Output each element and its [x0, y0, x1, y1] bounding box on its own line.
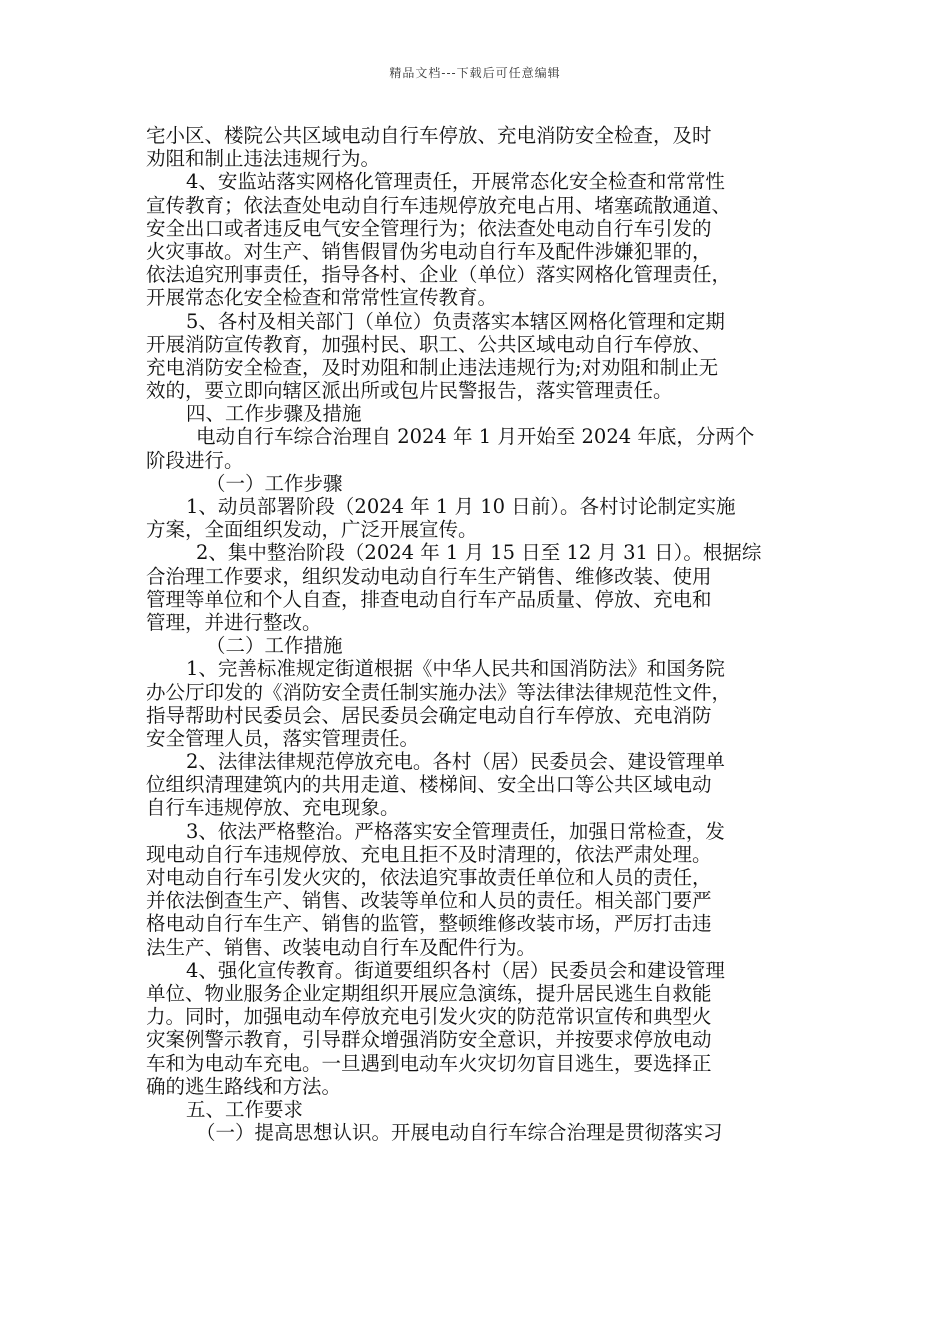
text-line: 格电动自行车生产、销售的监管，整顿维修改装市场，严厉打击违 [146, 912, 712, 936]
text-line: 火灾事故。对生产、销售假冒伪劣电动自行车及配件涉嫌犯罪的， [146, 239, 712, 263]
text-line: 位组织清理建筑内的共用走道、楼梯间、安全出口等公共区域电动 [146, 773, 712, 797]
text-line: 五、工作要求 [186, 1097, 304, 1121]
text-line: 并依法倒查生产、销售、改装等单位和人员的责任。相关部门要严 [146, 889, 712, 913]
text-line: 管理，并进行整改。 [146, 610, 322, 634]
text-line: 劝阻和制止违法违规行为。 [146, 147, 381, 171]
text-line: 4、强化宣传教育。街道要组织各村（居）民委员会和建设管理 [186, 958, 725, 982]
text-line: 指导帮助村民委员会、居民委员会确定电动自行车停放、充电消防 [146, 703, 712, 727]
text-line: 确的逃生路线和方法。 [146, 1074, 342, 1098]
page-header: 精品文档---下载后可任意编辑 [389, 66, 561, 80]
text-line: （二）工作措施 [206, 634, 343, 658]
text-line: 合治理工作要求，组织发动电动自行车生产销售、维修改装、使用 [146, 564, 712, 588]
text-line: 安全出口或者违反电气安全管理行为；依法查处电动自行车引发的 [146, 216, 712, 240]
text-line: 5、各村及相关部门（单位）负责落实本辖区网格化管理和定期 [186, 309, 725, 333]
text-line: 2、集中整治阶段（2024 年 1 月 15 日至 12 月 31 日）。根据综 [196, 541, 762, 565]
text-line: 灾案例警示教育，引导群众增强消防安全意识，并按要求停放电动 [146, 1028, 712, 1052]
text-line: 办公厅印发的《消防安全责任制实施办法》等法律法律规范性文件， [146, 680, 732, 704]
text-line: 充电消防安全检查，及时劝阻和制止违法违规行为;对劝阻和制止无 [146, 355, 719, 379]
text-line: 依法追究刑事责任，指导各村、企业（单位）落实网格化管理责任， [146, 263, 732, 287]
text-line: 自行车违规停放、充电现象。 [146, 796, 400, 820]
document-body [146, 124, 808, 1144]
text-line: 开展常态化安全检查和常常性宣传教育。 [146, 286, 498, 310]
text-line: 方案，全面组织发动，广泛开展宣传。 [146, 518, 478, 542]
text-line: 阶段进行。 [146, 448, 244, 472]
text-line: 对电动自行车引发火灾的，依法追究事故责任单位和人员的责任， [146, 866, 712, 889]
text-line: 2、法律法律规范停放充电。各村（居）民委员会、建设管理单 [186, 750, 725, 774]
text-line: 管理等单位和个人自查，排查电动自行车产品质量、停放、充电和 [146, 587, 712, 611]
text-line: 1、动员部署阶段（2024 年 1 月 10 日前）。各村讨论制定实施 [186, 495, 736, 518]
text-line: 1、完善标准规定街道根据《中华人民共和国消防法》和国务院 [186, 657, 725, 681]
text-line: 现电动自行车违规停放、充电且拒不及时清理的，依法严肃处理。 [146, 842, 712, 866]
text-line: 效的，要立即向辖区派出所或包片民警报告，落实管理责任。 [146, 379, 673, 403]
text-line: 四、工作步骤及措施 [186, 402, 362, 426]
text-line: 力。同时，加强电动车停放充电引发火灾的防范常识宣传和典型火 [146, 1005, 712, 1029]
text-line: 安全管理人员，落实管理责任。 [146, 726, 420, 750]
text-line: （一）工作步骤 [206, 471, 343, 495]
text-line: 宣传教育；依法查处电动自行车违规停放充电占用、堵塞疏散通道、 [146, 193, 732, 217]
text-line: 4、安监站落实网格化管理责任，开展常态化安全检查和常常性 [186, 170, 725, 194]
text-line: 宅小区、楼院公共区域电动自行车停放、充电消防安全检查，及时 [146, 124, 712, 147]
text-line: 单位、物业服务企业定期组织开展应急演练，提升居民逃生自救能 [146, 981, 712, 1005]
text-line: 车和为电动车充电。一旦遇到电动车火灾切勿盲目逃生，要选择正 [146, 1051, 712, 1075]
text-line: 3、依法严格整治。严格落实安全管理责任，加强日常检查，发 [186, 819, 725, 843]
text-line: 电动自行车综合治理自 2024 年 1 月开始至 2024 年底，分两个 [196, 425, 755, 449]
text-line: 法生产、销售、改装电动自行车及配件行为。 [146, 935, 537, 959]
text-line: 开展消防宣传教育，加强村民、职工、公共区域电动自行车停放、 [146, 332, 712, 356]
text-line: （一）提高思想认识。开展电动自行车综合治理是贯彻落实习 [196, 1121, 723, 1145]
